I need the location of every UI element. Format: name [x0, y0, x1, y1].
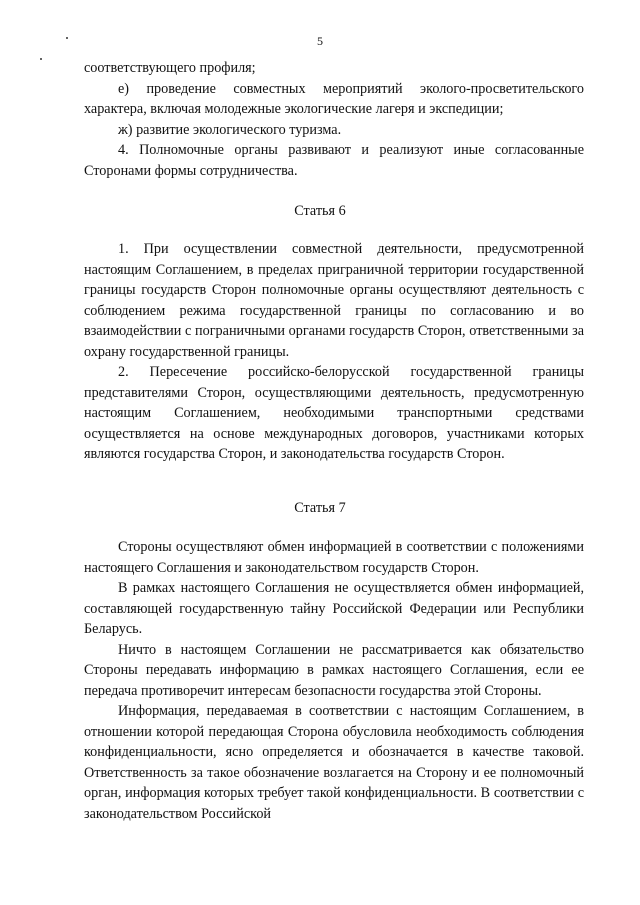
paragraph: 1. При осуществлении совместной деятельности, предусмотренной настоящим Соглашением, в пределах приграничной территории государственной границы государств Сторон полномочные органы осуществляют деятельность с соблюдением режима государственной границы по согласованию и во взаимодействии с пограничными органами государств Сторон, ответственными за охрану государственной границы. — [84, 241, 584, 360]
paragraph: Ничто в настоящем Соглашении не рассматривается как обязательство Стороны передавать информацию в рамках настоящего Соглашения, если ее передача противоречит интересам безопасности государства этой Стороны. — [84, 641, 584, 699]
paragraph: 2. Пересечение российско-белорусской государственной границы представителями Сторон, осуществляющими деятельность, предусмотренную настоящим Соглашением, необходимыми транспортными средствами осуществляется на основе международных договоров, участниками которых являются государства Сторон, и законодательства государств Сторон. — [84, 364, 584, 462]
paragraph: В рамках настоящего Соглашения не осуществляется обмен информацией, составляющей государственную тайну Российской Федерации или Республики Беларусь. — [84, 580, 584, 637]
paragraph: соответствующего профиля; — [84, 60, 256, 76]
article-6-heading: Статья 6 — [294, 203, 346, 219]
paragraph: е) проведение совместных мероприятий эколого-просветительского характера, включая молодежные экологические лагеря и экспедиции; — [84, 80, 584, 117]
article-6-body — [84, 239, 584, 465]
article-7-heading: Статья 7 — [294, 500, 346, 516]
scan-speck — [40, 58, 42, 60]
article-7-body — [84, 537, 584, 824]
page-number: 5 — [317, 34, 323, 48]
paragraph: Информация, передаваемая в соответствии с настоящим Соглашением, в отношении которой передающая Сторона обусловила необходимость соблюдения конфиденциальности, ясно определяется и обозначается в качестве таковой. Ответственность за такое обозначение возлагается на Сторону и ее полномочный орган, информация которых требует такой конфиденциальности. В соответствии с законодательством Российской — [84, 703, 584, 822]
paragraph: Стороны осуществляют обмен информацией в соответствии с положениями настоящего Соглашения и законодательством государств Сторон. — [84, 539, 584, 576]
intro-block — [84, 58, 584, 181]
paragraph: ж) развитие экологического туризма. — [118, 121, 342, 138]
paragraph: 4. Полномочные органы развивают и реализуют иные согласованные Сторонами формы сотрудничества. — [84, 142, 584, 179]
